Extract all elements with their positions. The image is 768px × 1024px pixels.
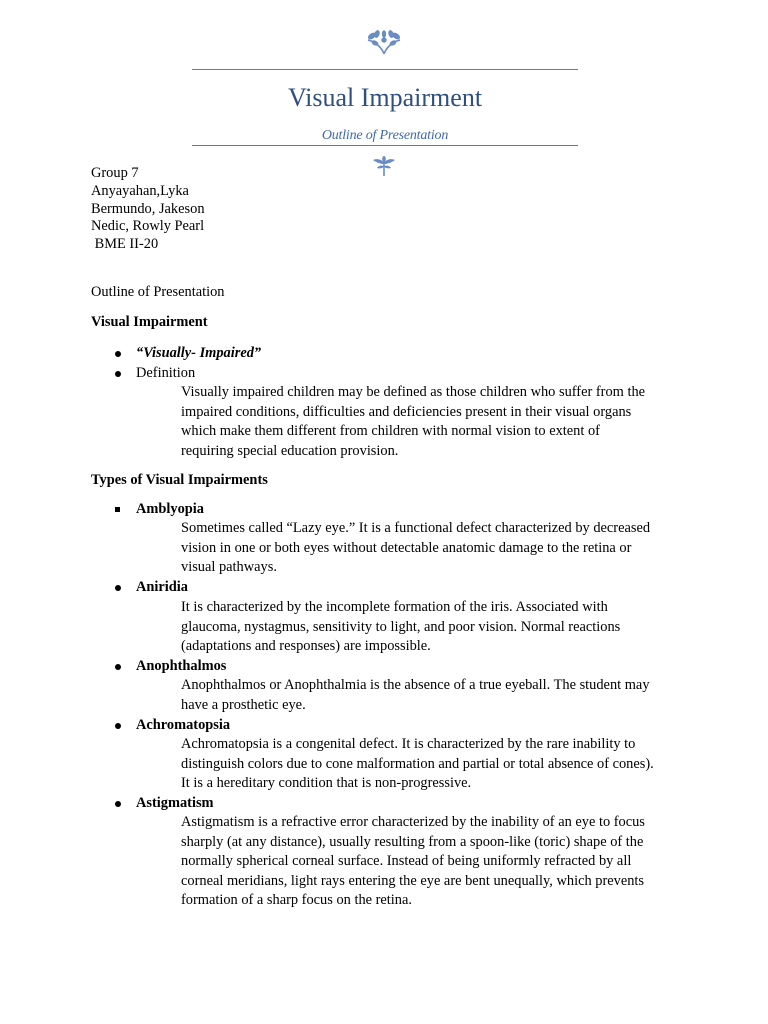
header-bottom-rule bbox=[192, 145, 578, 146]
group-line: Anyayahan,Lyka bbox=[91, 182, 189, 199]
item-achromatopsia-description bbox=[181, 735, 654, 794]
item-anophthalmos-description bbox=[181, 676, 650, 715]
paragraph-line: vision in one or both eyes without detectable anatomic damage to the retina or bbox=[181, 539, 632, 556]
bullet-dot-icon bbox=[115, 801, 121, 807]
group-line: Nedic, Rowly Pearl bbox=[91, 218, 205, 235]
bullet-definition: Definition bbox=[136, 365, 196, 381]
leaf-ornament-icon bbox=[372, 154, 396, 178]
item-amblyopia-name: Amblyopia bbox=[136, 501, 204, 517]
bullet-visually-impaired: “Visually- Impaired” bbox=[136, 345, 262, 361]
paragraph-line: have a prosthetic eye. bbox=[181, 696, 306, 713]
section-heading-visual-impairment: Visual Impairment bbox=[91, 314, 208, 330]
paragraph-line: requiring special education provision. bbox=[181, 442, 399, 459]
group-line: Bermundo, Jakeson bbox=[91, 200, 205, 217]
group-members bbox=[91, 165, 205, 254]
item-achromatopsia-name: Achromatopsia bbox=[136, 717, 231, 733]
paragraph-line: visual pathways. bbox=[181, 559, 277, 575]
floral-ornament-icon bbox=[362, 28, 406, 56]
group-line: BME II-20 bbox=[91, 236, 159, 253]
paragraph-line: Sometimes called “Lazy eye.” It is a functional defect characterized by decreased bbox=[181, 520, 651, 536]
header-top-rule bbox=[192, 69, 578, 70]
definition-paragraph bbox=[181, 383, 645, 461]
item-aniridia-name: Aniridia bbox=[136, 579, 188, 595]
item-astigmatism-description bbox=[181, 813, 645, 911]
section-heading-types: Types of Visual Impairments bbox=[91, 472, 268, 488]
item-anophthalmos-name: Anophthalmos bbox=[136, 658, 227, 674]
paragraph-line: Anophthalmos or Anophthalmia is the absence of a true eyeball. The student may bbox=[181, 677, 650, 693]
bullet-dot-icon bbox=[115, 585, 121, 591]
paragraph-line: normally spherical corneal surface. Instead of being uniformly refracted by all bbox=[181, 853, 632, 869]
paragraph-line: Achromatopsia is a congenital defect. It is characterized by the rare inability to bbox=[181, 736, 636, 752]
paragraph-line: sharply (at any distance), usually resulting from a spoon-like (toric) shape of the bbox=[181, 833, 644, 850]
group-line: Group 7 bbox=[91, 165, 139, 181]
bullet-dot-icon bbox=[115, 351, 121, 357]
bullet-square-icon bbox=[115, 507, 120, 512]
item-amblyopia-description bbox=[181, 519, 650, 578]
bullet-dot-icon bbox=[115, 723, 121, 729]
paragraph-line: It is characterized by the incomplete formation of the iris. Associated with bbox=[181, 599, 608, 615]
paragraph-line: distinguish colors due to cone malformation and partial or total absence of cones). bbox=[181, 755, 654, 772]
document-title: Visual Impairment bbox=[287, 83, 483, 112]
document-subtitle: Outline of Presentation bbox=[321, 128, 449, 143]
paragraph-line: formation of a sharp focus on the retina. bbox=[181, 892, 412, 908]
paragraph-line: which make them different from children with normal vision to extent of bbox=[181, 423, 600, 439]
paragraph-line: corneal meridians, light rays entering the eye are bent unequally, which prevents bbox=[181, 872, 644, 889]
item-aniridia-description bbox=[181, 598, 620, 657]
paragraph-line: (adaptations and responses) are impossible. bbox=[181, 638, 431, 654]
bullet-dot-icon bbox=[115, 371, 121, 377]
paragraph-line: Visually impaired children may be defined as those children who suffer from the bbox=[181, 384, 646, 400]
bullet-dot-icon bbox=[115, 664, 121, 670]
paragraph-line: glaucoma, nystagmus, sensitivity to light, and poor vision. Normal reactions bbox=[181, 618, 621, 635]
paragraph-line: Astigmatism is a refractive error characterized by the inability of an eye to focus bbox=[181, 814, 645, 830]
paragraph-line: It is a hereditary condition that is non-progressive. bbox=[181, 775, 472, 791]
paragraph-line: impaired conditions, difficulties and deficiencies present in their visual organs bbox=[181, 403, 632, 420]
item-astigmatism-name: Astigmatism bbox=[136, 795, 214, 811]
outline-label: Outline of Presentation bbox=[91, 284, 225, 300]
